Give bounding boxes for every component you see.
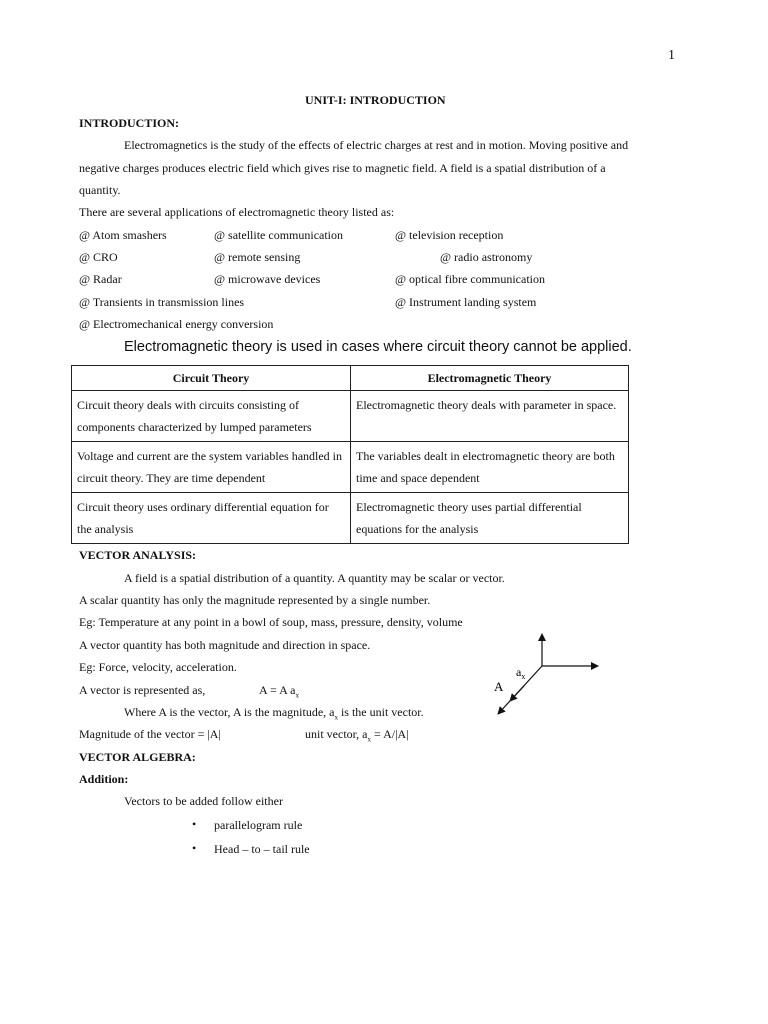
table-cell: Electromagnetic theory uses partial differential equations for the analysis [351, 493, 629, 544]
vector-represented-equation: A = A $a_x$ [259, 683, 299, 700]
app-item: @ remote sensing [214, 250, 301, 264]
app-item: @ optical fibre communication [395, 272, 546, 286]
table-header-row [72, 366, 629, 391]
app-item: @ television reception [395, 228, 504, 242]
app-item: @ CRO [79, 250, 118, 264]
table-row [72, 493, 629, 544]
applications-intro: There are several applications of electromagnetic theory listed as: [79, 205, 395, 219]
table-row [72, 442, 629, 493]
bullet-dot: • [192, 817, 197, 831]
intro-heading: INTRODUCTION: [79, 116, 180, 130]
vector-analysis-line: Eg: Temperature at any point in a bowl of soup, mass, pressure, density, volume [79, 615, 463, 629]
app-item: @ Electromechanical energy conversion [79, 317, 274, 331]
table-header: Electromagnetic Theory [351, 366, 629, 391]
intro-line-1: Electromagnetics is the study of the effects of electric charges at rest and in motion. Moving positive and [124, 138, 629, 152]
unit-vector-line: unit vector, $a_x = A/|A|$ [305, 727, 409, 744]
table-cell: Circuit theory uses ordinary differential equation for the analysis [72, 493, 351, 544]
diagram-label-ax: $a_x$ [516, 665, 526, 681]
vector-analysis-line: A scalar quantity has only the magnitude represented by a single number. [79, 593, 431, 607]
app-item: @ Instrument landing system [395, 295, 537, 309]
magnitude-line: Magnitude of the vector = |A| [79, 727, 221, 741]
app-item: @ Transients in transmission lines [79, 295, 245, 309]
vector-represented-label: A vector is represented as, [79, 683, 206, 697]
vector-algebra-heading: VECTOR ALGEBRA: [79, 750, 196, 764]
table-cell: Electromagnetic theory deals with parameter in space. [351, 391, 629, 442]
comparison-table [71, 365, 629, 544]
vector-where-line: Where A is the vector, A is the magnitude, $a_x$ is the unit vector. [124, 705, 424, 722]
vector-analysis-line: A vector quantity has both magnitude and direction in space. [79, 638, 371, 652]
page-number: 1 [668, 48, 675, 63]
vector-analysis-heading: VECTOR ANALYSIS: [79, 548, 197, 562]
intro-line-2: negative charges produces electric field which gives rise to magnetic field. A field is a spatial distribution of a [79, 161, 606, 175]
table-row [72, 391, 629, 442]
vector-analysis-line: A field is a spatial distribution of a quantity. A quantity may be scalar or vector. [124, 571, 505, 585]
diagram-label-a: A [494, 679, 504, 694]
addition-intro: Vectors to be added follow either [124, 794, 283, 808]
vector-analysis-line: Eg: Force, velocity, acceleration. [79, 660, 237, 674]
rule-item: parallelogram rule [214, 818, 303, 832]
table-cell: Circuit theory deals with circuits consisting of components characterized by lumped parameters [72, 391, 351, 442]
app-item: @ microwave devices [214, 272, 321, 286]
vector-axes-diagram [488, 628, 608, 723]
app-item: @ Radar [79, 272, 122, 286]
app-item: @ satellite communication [214, 228, 344, 242]
app-item: @ radio astronomy [440, 250, 533, 264]
table-cell: The variables dealt in electromagnetic theory are both time and space dependent [351, 442, 629, 493]
table-header: Circuit Theory [72, 366, 351, 391]
bullet-dot: • [192, 841, 197, 855]
intro-line-3: quantity. [79, 183, 121, 197]
rule-item: Head – to – tail rule [214, 842, 310, 856]
unit-vector-arrow [510, 686, 524, 701]
table-cell: Voltage and current are the system variables handled in circuit theory. They are time dependent [72, 442, 351, 493]
app-item: @ Atom smashers [79, 228, 167, 242]
addition-heading: Addition: [79, 772, 129, 786]
unit-title: UNIT-I: INTRODUCTION [305, 93, 446, 107]
em-statement: Electromagnetic theory is used in cases where circuit theory cannot be applied. [124, 339, 632, 355]
